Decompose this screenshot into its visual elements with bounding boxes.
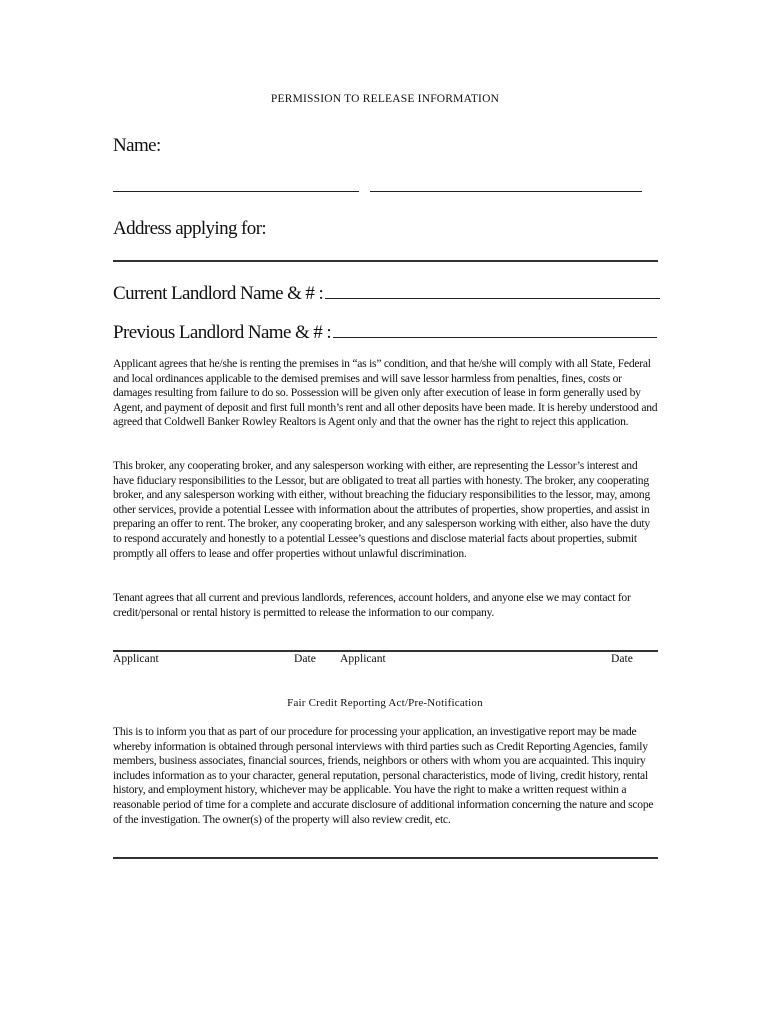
current-landlord-field[interactable]: [325, 298, 660, 299]
applicant-2-label: Applicant: [340, 652, 386, 665]
current-landlord-row: [113, 283, 660, 305]
address-label: Address applying for:: [113, 218, 267, 239]
applicant-1-label: Applicant: [113, 652, 159, 665]
address-field[interactable]: [113, 260, 658, 262]
previous-landlord-label: Previous Landlord Name & # :: [113, 322, 332, 343]
terms-paragraph-1: Applicant agrees that he/she is renting the premises in “as is” condition, and that he/she will comply with all State, Federal and local ordinances applicable to the demised premises and will save lessor harmless from penalties, fines, costs or damages resulting from failure to do so. Possession will be given only after execution of lease in form generally used by Agent, and payment of deposit and first full month’s rent and all other deposits have been made. It is hereby understood and agreed that Coldwell Banker Rowley Realtors is Agent only and that the owner has the right to reject this application.: [113, 357, 658, 429]
bottom-rule: [113, 857, 658, 859]
fcra-title: Fair Credit Reporting Act/Pre-Notification: [287, 697, 483, 709]
name-label: Name:: [113, 135, 161, 156]
date-1-label: Date: [294, 652, 316, 665]
date-2-label: Date: [611, 652, 633, 665]
previous-landlord-field[interactable]: [333, 337, 657, 338]
name-field-first[interactable]: [113, 191, 359, 192]
name-field-second[interactable]: [370, 191, 642, 192]
document-title: PERMISSION TO RELEASE INFORMATION: [270, 93, 500, 105]
terms-paragraph-2: This broker, any cooperating broker, and any salesperson working with either, are representing the Lessor’s interest and have fiduciary responsibilities to the Lessor, but are obligated to treat all parties with honesty. The broker, any cooperating broker, and any salesperson working with either, without breaching the fiduciary responsibilities to the lessor, may, among other services, provide a potential Lessee with information about the attributes of properties, show properties, and assist in preparing an offer to rent. The broker, any cooperating broker, and any salesperson working with either, also have the duty to respond accurately and honestly to a potential Lessee’s questions and disclose material facts about properties, submit promptly all offers to lease and offer properties without unlawful discrimination.: [113, 459, 650, 560]
fcra-paragraph: This is to inform you that as part of our procedure for processing your application, an investigative report may be made whereby information is obtained through personal interviews with third parties such as Credit Reporting Agencies, family members, business associates, financial sources, friends, neighbors or others with whom you are acquainted. This inquiry includes information as to your character, general reputation, personal characteristics, mode of living, credit history, rental history, and employment history, whichever may be applicable. You have the right to make a written request within a reasonable period of time for a complete and accurate disclosure of additional information concerning the nature and scope of the investigation. The owner(s) of the property will also review credit, etc.: [113, 725, 654, 826]
previous-landlord-row: [113, 322, 657, 344]
terms-paragraph-3: Tenant agrees that all current and previous landlords, references, account holders, and anyone else we may contact for credit/personal or rental history is permitted to release the information to our company.: [113, 591, 631, 619]
current-landlord-label: Current Landlord Name & # :: [113, 283, 324, 304]
